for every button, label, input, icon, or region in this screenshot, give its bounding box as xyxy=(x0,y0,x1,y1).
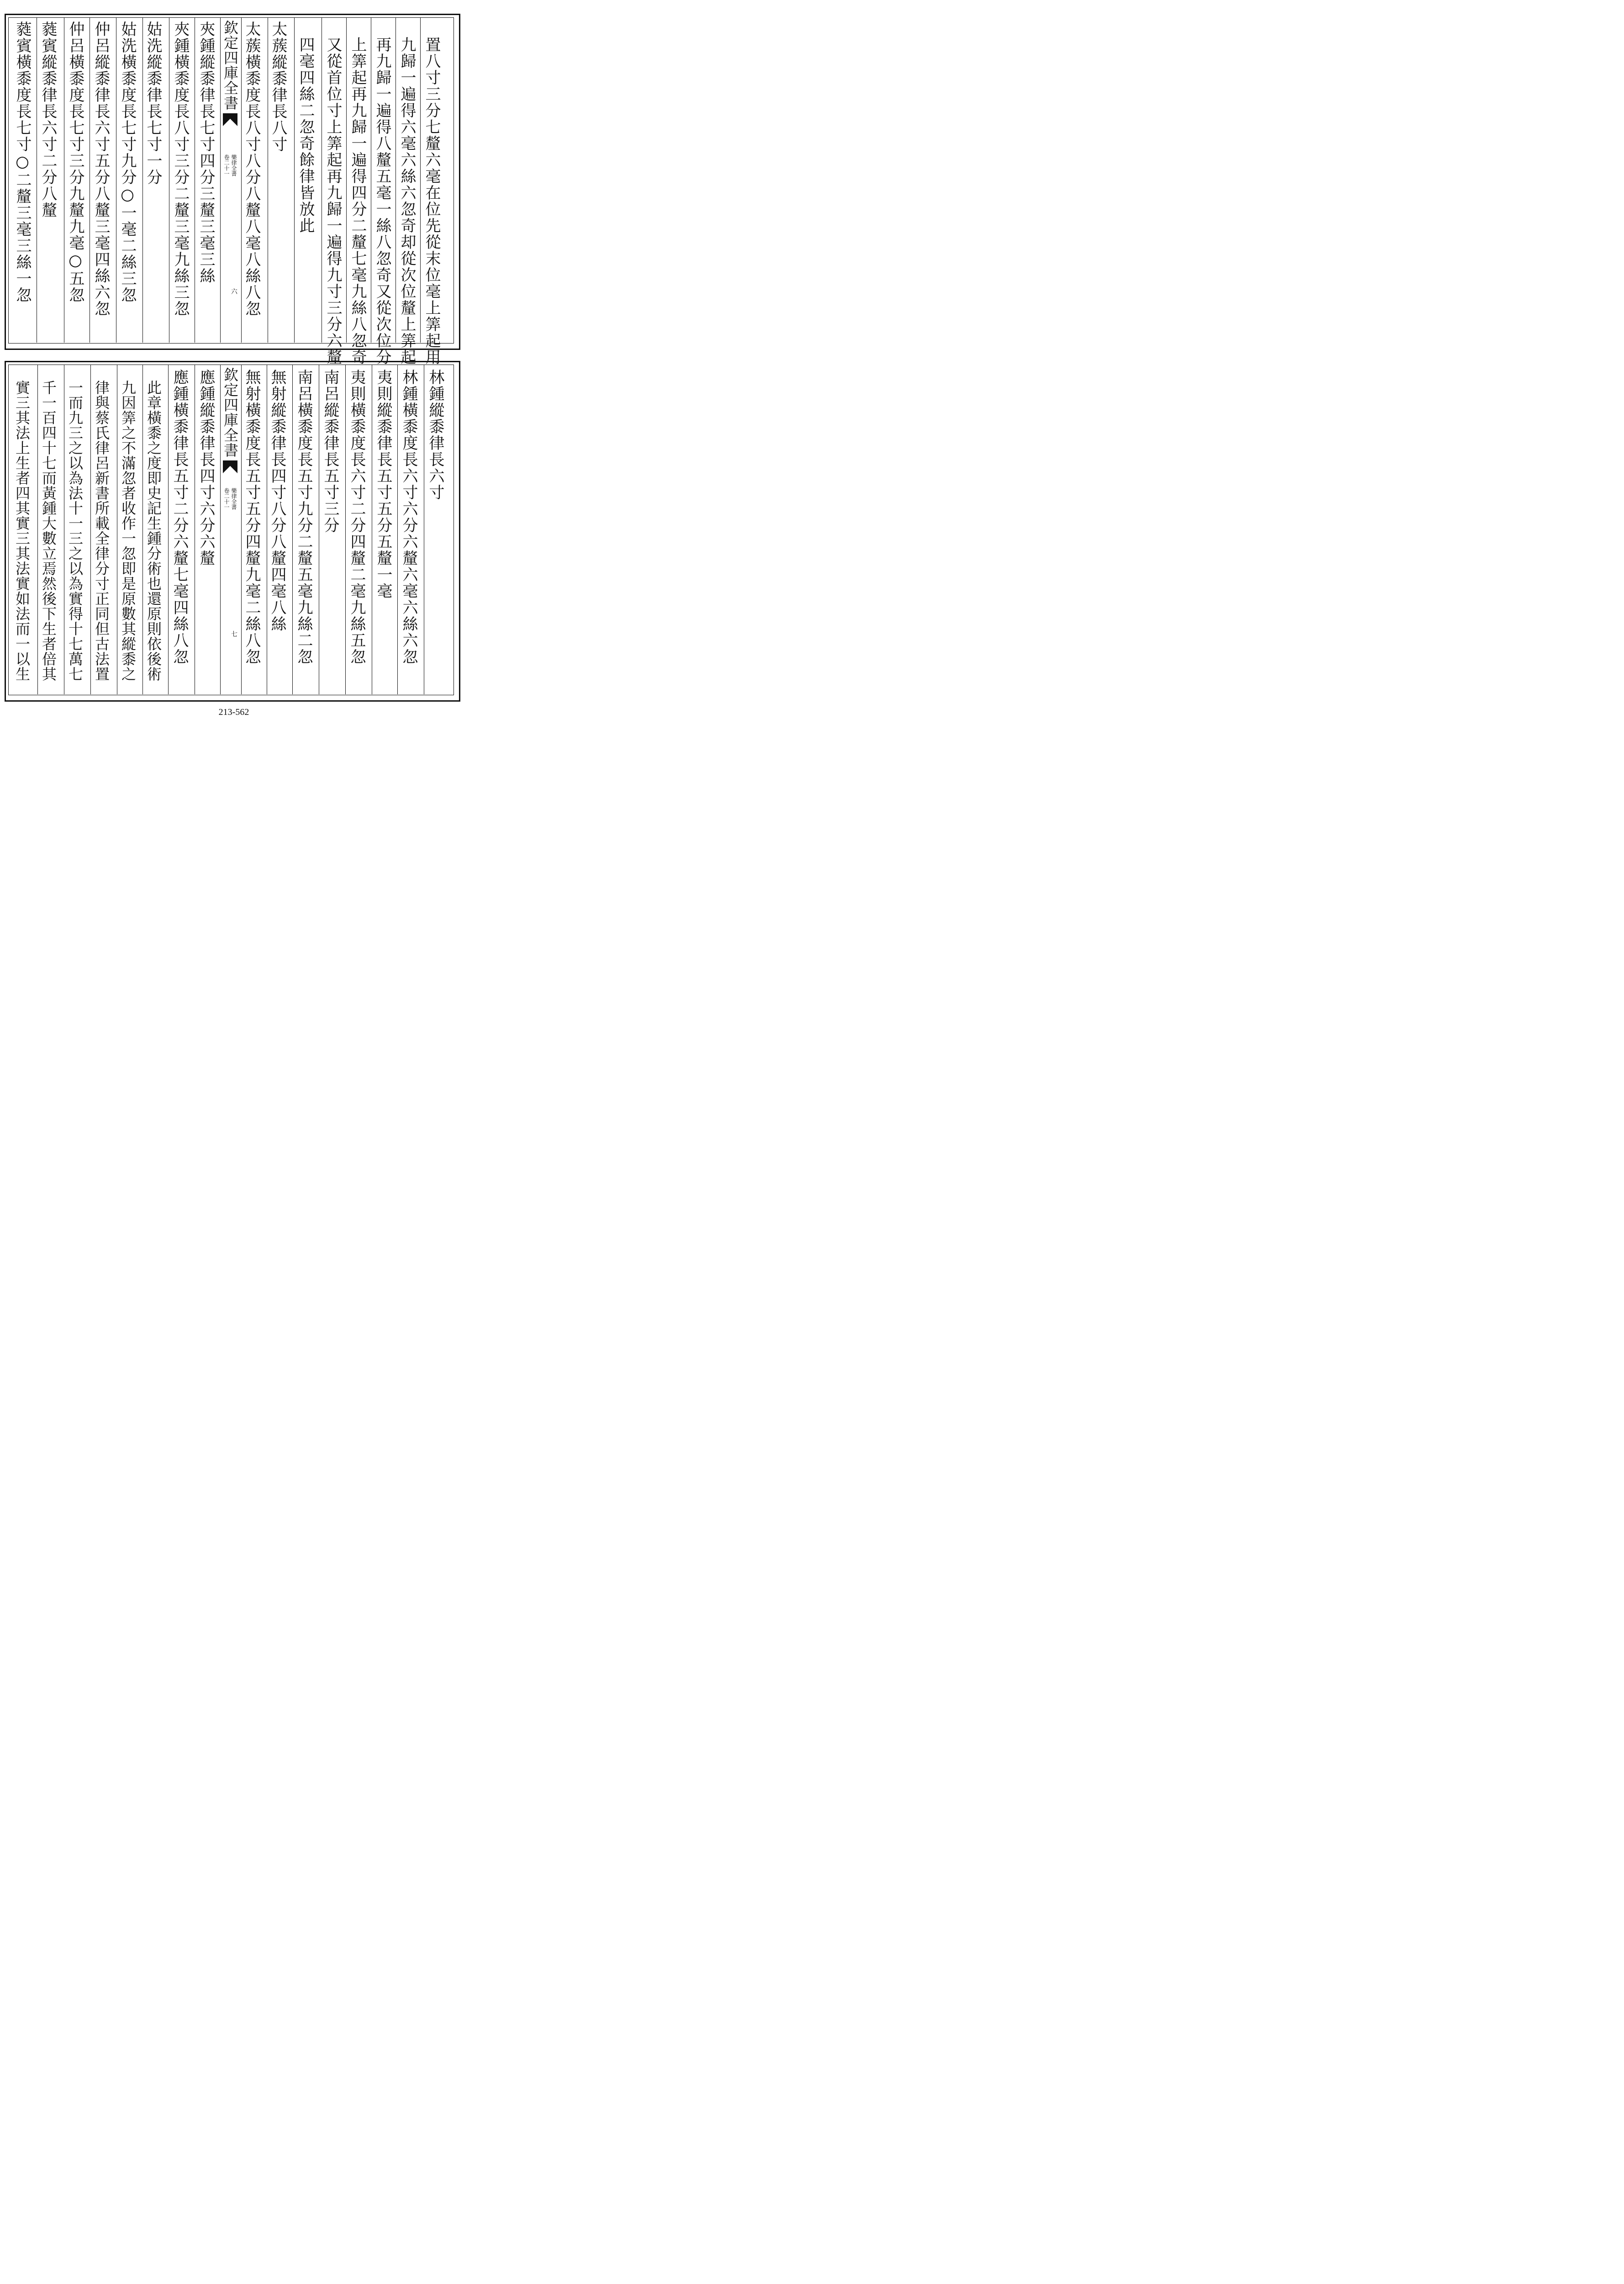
text-column: 太蔟橫黍度長八寸八分八釐八毫八絲八忽 xyxy=(243,21,261,317)
column-rule xyxy=(241,365,242,694)
book-title: 樂律全書 xyxy=(231,154,237,176)
volume-label: 卷二十一 xyxy=(223,488,230,510)
book-title: 樂律全書 xyxy=(231,488,237,510)
text-column: 九因筭之不滿忽者收作一忽即是原數其縱黍之 xyxy=(119,380,137,682)
archive-page-number: 213-562 xyxy=(218,707,249,717)
column-rule xyxy=(220,365,221,694)
collection-title: 欽定四庫全書 xyxy=(221,20,239,111)
collection-title: 欽定四庫全書 xyxy=(221,367,239,458)
text-column: 夷則縱黍律長五寸五分五釐一毫 xyxy=(374,369,392,599)
text-column: 夾鍾橫黍度長八寸三分二釐三毫九絲三忽 xyxy=(171,21,190,317)
text-column: 一而九三之以為法十一三之以為實得十七萬七 xyxy=(66,380,84,682)
text-column: 此章橫黍之度即史記生鍾分術也還原則依後術 xyxy=(145,380,162,682)
text-column: 應鍾橫黍律長五寸二分六釐七毫四絲八忽 xyxy=(170,369,189,665)
text-column: 置八寸三分七釐六毫在位先從末位毫上筭起用 xyxy=(422,37,441,365)
top-page-center-header xyxy=(220,17,241,343)
text-column: 實三其法上生者四其實三其法實如法而一以生 xyxy=(13,380,31,682)
column-rule xyxy=(142,365,143,694)
text-column: 蕤賓縱黍律長六寸二分八釐 xyxy=(39,21,57,218)
column-rule xyxy=(292,365,293,694)
text-column: 蕤賓橫黍度長七寸○二釐三毫三絲一忽 xyxy=(13,21,32,303)
text-column: 無射橫黍度長五寸五分四釐九毫二絲八忽 xyxy=(243,369,261,665)
text-column: 上筭起再九歸一遍得四分二釐七毫九絲八忽奇 xyxy=(348,37,367,365)
fish-tail-mark-icon xyxy=(223,460,237,473)
text-column: 太蔟縱黍律長八寸 xyxy=(269,21,287,153)
text-column: 九歸一遍得六毫六絲六忽奇却從次位釐上筭起 xyxy=(398,37,416,365)
column-rule xyxy=(142,17,143,343)
text-column: 又從首位寸上筭起再九歸一遍得九寸三分六釐 xyxy=(324,37,342,365)
text-column: 仲呂橫黍度長七寸三分九釐九毫○五忽 xyxy=(66,21,84,303)
text-column: 仲呂縱黍律長六寸五分八釐三毫四絲六忽 xyxy=(92,21,110,317)
column-rule xyxy=(168,365,169,694)
text-column: 應鍾縱黍律長四寸六分六釐 xyxy=(197,369,215,566)
column-rule xyxy=(220,17,221,343)
column-rule xyxy=(37,365,38,694)
column-rule xyxy=(420,17,421,343)
text-column: 無射縱黍律長四寸八分八釐四毫八絲 xyxy=(268,369,286,632)
text-column: 南呂橫黍度長五寸九分二釐五毫九絲二忽 xyxy=(295,369,313,665)
bottom-page-center-header xyxy=(220,365,241,694)
column-rule xyxy=(241,17,242,343)
text-column: 林鍾縱黍律長六寸 xyxy=(426,369,444,501)
page-number: 六 xyxy=(231,288,237,296)
text-column: 南呂縱黍律長五寸三分 xyxy=(321,369,339,534)
text-column: 律與蔡氏律呂新書所載全律分寸正同但古法置 xyxy=(93,380,110,682)
text-column: 再九歸一遍得八釐五毫一絲八忽奇又從次位分 xyxy=(373,37,391,365)
column-rule xyxy=(294,17,295,343)
text-column: 千一百四十七而黃鍾大數立焉然後下生者倍其 xyxy=(40,380,57,682)
volume-label: 卷二十一 xyxy=(223,154,230,176)
text-column: 姑洗縱黍律長七寸一分 xyxy=(144,21,162,185)
column-rule xyxy=(395,17,396,343)
column-rule xyxy=(90,365,91,694)
fish-tail-mark-icon xyxy=(223,113,237,126)
page-number: 七 xyxy=(231,631,237,638)
column-rule xyxy=(346,17,347,343)
column-rule xyxy=(345,365,346,694)
column-rule xyxy=(397,365,398,694)
text-column: 夾鍾縱黍律長七寸四分三釐三毫三絲 xyxy=(197,21,215,284)
scan-sheet xyxy=(0,0,468,725)
text-column: 四毫四絲二忽奇餘律皆放此 xyxy=(296,37,315,234)
text-column: 林鍾橫黍度長六寸六分六釐六毫六絲六忽 xyxy=(400,369,418,665)
text-column: 夷則橫黍度長六寸二分四釐二毫九絲五忽 xyxy=(348,369,366,665)
text-column: 姑洗橫黍度長七寸九分○一毫二絲三忽 xyxy=(118,21,137,303)
